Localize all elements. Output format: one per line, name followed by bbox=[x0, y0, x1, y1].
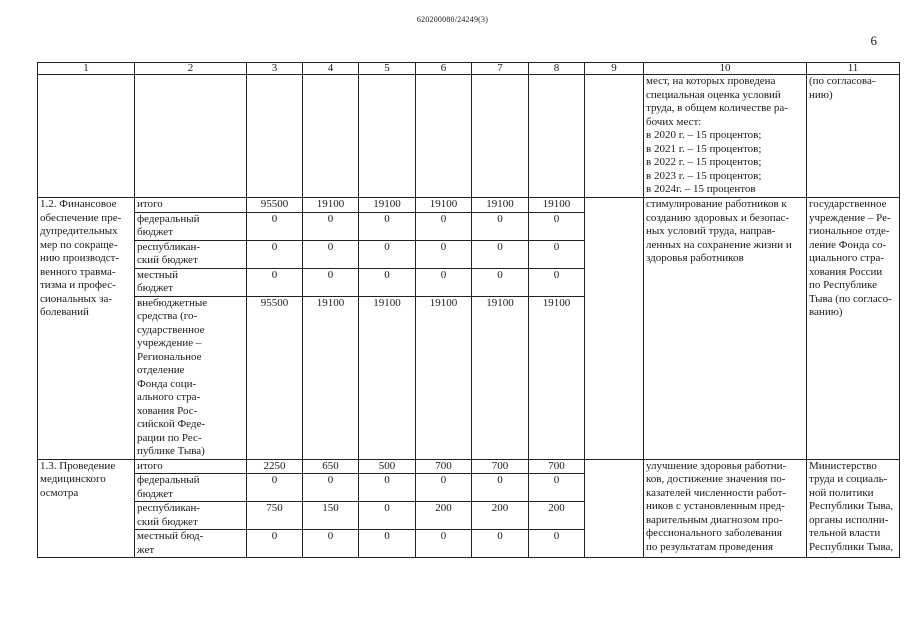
text-line: федеральный bbox=[137, 212, 200, 225]
text-line: медицинского bbox=[40, 473, 106, 485]
column-header-2: 2 bbox=[135, 63, 247, 75]
text-line: хования Рос- bbox=[137, 404, 198, 417]
amount-cell: 0 bbox=[472, 530, 529, 558]
empty-cell bbox=[585, 198, 644, 460]
text-line: отделение bbox=[137, 364, 185, 376]
text-line: бюджет bbox=[137, 487, 173, 500]
amount-cell: 0 bbox=[416, 530, 472, 558]
text-line: циального стра- bbox=[809, 252, 885, 264]
text-line: Министерство bbox=[809, 459, 877, 472]
amount-cell: 0 bbox=[529, 212, 585, 240]
text-line: ального стра- bbox=[137, 391, 201, 403]
text-line: тизма и профес- bbox=[40, 279, 116, 291]
text-line: сийской Феде- bbox=[137, 418, 206, 430]
text-line: сударственное bbox=[137, 323, 205, 336]
amount-cell: 0 bbox=[416, 240, 472, 268]
text-line: венного травма- bbox=[40, 265, 116, 278]
funding-source bbox=[135, 268, 247, 296]
text-line: мест, на которых проведена bbox=[646, 75, 776, 87]
text-line: итого bbox=[137, 459, 163, 472]
column-header-8: 8 bbox=[529, 63, 585, 75]
amount-cell: 0 bbox=[303, 212, 359, 240]
amount-cell: 19100 bbox=[303, 198, 359, 213]
empty-cell bbox=[38, 75, 135, 198]
text-line: по результатам проведения bbox=[646, 540, 774, 553]
text-line: республикан- bbox=[137, 240, 201, 253]
text-line: по Республике bbox=[809, 279, 878, 291]
amount-cell: 19100 bbox=[303, 296, 359, 459]
amount-cell: 0 bbox=[472, 212, 529, 240]
document-number: 620200080/24249(3) bbox=[416, 15, 489, 24]
amount-cell: 200 bbox=[529, 502, 585, 530]
amount-cell: 19100 bbox=[416, 198, 472, 213]
text-line: дупредительных bbox=[40, 225, 118, 237]
text-line: публике Тыва) bbox=[137, 445, 205, 457]
text-line: федеральный bbox=[137, 474, 200, 486]
column-header-6: 6 bbox=[416, 63, 472, 75]
column-header-11: 11 bbox=[807, 63, 900, 75]
text-line: бочих мест: bbox=[646, 115, 702, 128]
section-1-2-row bbox=[38, 198, 900, 213]
section-1-2-executor bbox=[807, 198, 900, 460]
text-line: (по согласова- bbox=[809, 75, 876, 87]
empty-cell bbox=[359, 75, 416, 198]
amount-cell: 19100 bbox=[529, 296, 585, 459]
amount-cell: 0 bbox=[247, 530, 303, 558]
amount-cell: 750 bbox=[247, 502, 303, 530]
empty-cell bbox=[585, 75, 644, 198]
amount-cell: 19100 bbox=[529, 198, 585, 213]
amount-cell: 0 bbox=[359, 502, 416, 530]
header-row bbox=[38, 63, 900, 75]
text-line: нию производст- bbox=[40, 252, 120, 264]
continuation-row bbox=[38, 75, 900, 198]
amount-cell: 0 bbox=[416, 474, 472, 502]
text-line: ление Фонда со- bbox=[809, 238, 887, 251]
text-line: сиональных за- bbox=[40, 292, 113, 305]
amount-cell: 200 bbox=[416, 502, 472, 530]
text-line: республикан- bbox=[137, 502, 201, 514]
amount-cell: 700 bbox=[472, 459, 529, 474]
amount-cell: 200 bbox=[472, 502, 529, 530]
amount-cell: 0 bbox=[359, 530, 416, 558]
amount-cell: 0 bbox=[359, 212, 416, 240]
amount-cell: 0 bbox=[303, 474, 359, 502]
text-line: Республики Тыва, bbox=[809, 500, 894, 512]
amount-cell: 700 bbox=[529, 459, 585, 474]
amount-cell: 0 bbox=[359, 268, 416, 296]
amount-cell: 19100 bbox=[472, 198, 529, 213]
text-line: ных условий труда, направ- bbox=[646, 225, 776, 237]
text-line: тельной власти bbox=[809, 527, 881, 539]
text-line: ной политики bbox=[809, 486, 874, 499]
amount-cell: 0 bbox=[247, 474, 303, 502]
text-line: государственное bbox=[809, 198, 887, 210]
text-line: в 2020 г. – 15 процентов; bbox=[646, 129, 762, 141]
text-line: 1.3. Проведение bbox=[40, 459, 116, 472]
amount-cell: 700 bbox=[416, 459, 472, 474]
column-header-9: 9 bbox=[585, 63, 644, 75]
amount-cell: 0 bbox=[472, 240, 529, 268]
text-line: в 2021 г. – 15 процентов; bbox=[646, 142, 762, 155]
empty-cell bbox=[135, 75, 247, 198]
text-line: органы исполни- bbox=[809, 513, 889, 526]
amount-cell: 0 bbox=[529, 530, 585, 558]
column-header-1: 1 bbox=[38, 63, 135, 75]
text-line: в 2022 г. – 15 процентов; bbox=[646, 156, 762, 168]
amount-cell: 0 bbox=[416, 268, 472, 296]
text-line: ский бюджет bbox=[137, 254, 198, 266]
text-line: улучшение здоровья работни- bbox=[646, 459, 787, 472]
text-line: казателей численности работ- bbox=[646, 486, 787, 499]
empty-cell bbox=[529, 75, 585, 198]
text-line: здоровья работников bbox=[646, 252, 744, 264]
amount-cell: 0 bbox=[247, 240, 303, 268]
amount-cell: 500 bbox=[359, 459, 416, 474]
amount-cell: 0 bbox=[529, 268, 585, 296]
amount-cell: 19100 bbox=[416, 296, 472, 459]
text-line: ванию) bbox=[809, 306, 843, 318]
column-header-7: 7 bbox=[472, 63, 529, 75]
section-1-3-executor bbox=[807, 459, 900, 558]
text-line: бюджет bbox=[137, 282, 173, 294]
amount-cell: 2250 bbox=[247, 459, 303, 474]
text-line: ков, достижение значения по- bbox=[646, 473, 786, 485]
text-line: средства (го- bbox=[137, 310, 198, 322]
text-line: местный бюд- bbox=[137, 530, 204, 542]
section-1-3-title bbox=[38, 459, 135, 558]
amount-cell: 0 bbox=[416, 212, 472, 240]
funding-source bbox=[135, 530, 247, 558]
text-line: хования России bbox=[809, 265, 883, 278]
funding-source bbox=[135, 198, 247, 213]
empty-cell bbox=[303, 75, 359, 198]
text-line: итого bbox=[137, 198, 163, 210]
text-line: труда, в общем количестве ра- bbox=[646, 102, 788, 114]
amount-cell: 650 bbox=[303, 459, 359, 474]
continuation-col11 bbox=[807, 75, 900, 198]
text-line: фессионального заболевания bbox=[646, 527, 782, 539]
text-line: в 2024г. – 15 процентов bbox=[646, 183, 756, 195]
amount-cell: 0 bbox=[247, 212, 303, 240]
empty-cell bbox=[472, 75, 529, 198]
funding-source bbox=[135, 296, 247, 459]
column-header-3: 3 bbox=[247, 63, 303, 75]
text-line: мер по сокраще- bbox=[40, 238, 118, 251]
text-line: Региональное bbox=[137, 350, 202, 363]
text-line: обеспечение пре- bbox=[40, 211, 122, 224]
page-number: 6 bbox=[870, 33, 877, 48]
text-line: болеваний bbox=[40, 306, 89, 318]
empty-cell bbox=[416, 75, 472, 198]
text-line: жет bbox=[137, 543, 155, 556]
funding-source bbox=[135, 212, 247, 240]
empty-cell bbox=[247, 75, 303, 198]
text-line: рации по Рес- bbox=[137, 431, 202, 444]
section-1-3-row bbox=[38, 459, 900, 474]
amount-cell: 0 bbox=[303, 530, 359, 558]
amount-cell: 0 bbox=[359, 474, 416, 502]
amount-cell: 19100 bbox=[359, 296, 416, 459]
text-line: Республики Тыва, bbox=[809, 540, 894, 553]
text-line: учреждение – Ре- bbox=[809, 211, 891, 224]
amount-cell: 95500 bbox=[247, 296, 303, 459]
text-line: гиональное отде- bbox=[809, 225, 890, 237]
empty-cell bbox=[585, 459, 644, 558]
text-line: Тыва (по согласо- bbox=[809, 292, 892, 305]
text-line: в 2023 г. – 15 процентов; bbox=[646, 169, 762, 182]
section-1-2-result bbox=[644, 198, 807, 460]
text-line: бюджет bbox=[137, 226, 173, 238]
amount-cell: 0 bbox=[359, 240, 416, 268]
funding-source bbox=[135, 474, 247, 502]
funding-source bbox=[135, 502, 247, 530]
amount-cell: 19100 bbox=[359, 198, 416, 213]
continuation-col10 bbox=[644, 75, 807, 198]
amount-cell: 19100 bbox=[472, 296, 529, 459]
text-line: ников с установленным пред- bbox=[646, 500, 785, 512]
measures-table bbox=[37, 62, 900, 558]
text-line: внебюджетные bbox=[137, 296, 208, 309]
amount-cell: 0 bbox=[303, 240, 359, 268]
text-line: варительным диагнозом про- bbox=[646, 513, 783, 526]
column-header-5: 5 bbox=[359, 63, 416, 75]
section-1-3-result bbox=[644, 459, 807, 558]
text-line: местный bbox=[137, 268, 178, 281]
amount-cell: 0 bbox=[529, 240, 585, 268]
section-1-2-title bbox=[38, 198, 135, 460]
column-header-10: 10 bbox=[644, 63, 807, 75]
text-line: ленных на сохранение жизни и bbox=[646, 238, 792, 251]
text-line: 1.2. Финансовое bbox=[40, 198, 117, 210]
text-line: Фонда соци- bbox=[137, 377, 197, 390]
text-line: нию) bbox=[809, 88, 833, 101]
text-line: осмотра bbox=[40, 486, 79, 499]
amount-cell: 0 bbox=[472, 268, 529, 296]
text-line: учреждение – bbox=[137, 337, 202, 349]
text-line: стимулирование работников к bbox=[646, 198, 787, 210]
amount-cell: 150 bbox=[303, 502, 359, 530]
funding-source bbox=[135, 240, 247, 268]
amount-cell: 0 bbox=[247, 268, 303, 296]
text-line: созданию здоровых и безопас- bbox=[646, 211, 790, 224]
amount-cell: 0 bbox=[472, 474, 529, 502]
text-line: труда и социаль- bbox=[809, 473, 888, 485]
column-header-4: 4 bbox=[303, 63, 359, 75]
text-line: специальная оценка условий bbox=[646, 88, 781, 101]
funding-source bbox=[135, 459, 247, 474]
amount-cell: 0 bbox=[303, 268, 359, 296]
amount-cell: 95500 bbox=[247, 198, 303, 213]
text-line: ский бюджет bbox=[137, 515, 198, 528]
amount-cell: 0 bbox=[529, 474, 585, 502]
